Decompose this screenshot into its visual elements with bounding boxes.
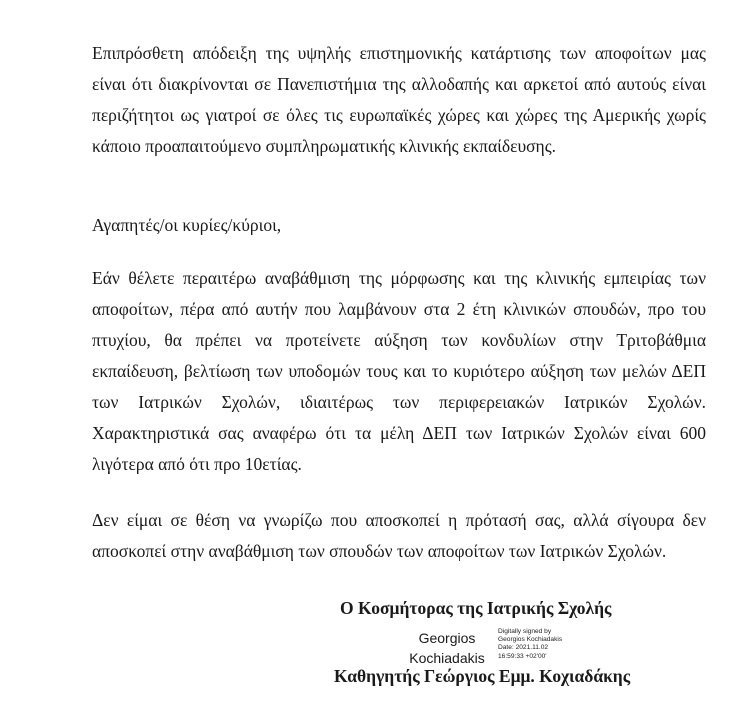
digital-signature-date: Date: 2021.11.02 — [498, 644, 549, 652]
digital-signature-line-1: Digitally signed by — [498, 628, 552, 635]
digital-signature-time: 16:59:33 +02'00' — [498, 652, 547, 660]
paragraph-1: Επιπρόσθετη απόδειξη της υψηλής επιστημονικής κατάρτισης των αποφοίτων μας είναι ότι διακρίνονται σε Πανεπιστήμια της αλλοδαπής και αρκετοί από αυτούς είναι περιζήτητοι ως γιατροί σε όλες τις ευρωπαϊκές χώρες και χώρες της Αμερικής χωρίς κάποιο προαπαιτούμενο συμπληρωματικής κλινικής εκπαίδευσης. — [92, 43, 706, 156]
paragraph-2: Εάν θέλετε περαιτέρω αναβάθμιση της μόρφωσης και της κλινικής εμπειρίας των αποφοίτων, πέρα από αυτήν που λαμβάνουν στα 2 έτη κλινικών σπουδών, προ του πτυχίου, θα πρέπει να προτείνετε αύξηση των κονδυλίων στην Τριτοβάθμια εκπαίδευση, βελτίωση των υποδομών τους και το κυριότερο αύξηση των μελών ΔΕΠ των Ιατρικών Σχολών, ιδιαιτέρως των περιφερειακών Ιατρικών Σχολών. Χαρακτηριστικά σας αναφέρω ότι τα μέλη ΔΕΠ των Ιατρικών Σχολών είναι 600 λιγότερα από ότι προ 10ετίας. — [92, 268, 706, 474]
paragraph-3: Δεν είμαι σε θέση να γνωρίζω που αποσκοπεί η πρότασή σας, αλλά σίγουρα δεν αποσκοπεί στην αναβάθμιση των σπουδών των αποφοίτων των Ιατρικών Σχολών. — [92, 510, 706, 561]
greeting: Αγαπητές/οι κυρίες/κύριοι, — [92, 215, 282, 235]
digital-signature-line-2: Georgios Kochiadakis — [498, 636, 563, 644]
digital-signature-details — [498, 628, 562, 661]
signer-first-name: Georgios — [418, 630, 476, 646]
signatory-name: Καθηγητής Γεώργιος Εμμ. Κοχιαδάκης — [334, 666, 631, 686]
digital-signer-name — [400, 628, 494, 668]
signatory-title: Ο Κοσμήτορας της Ιατρικής Σχολής — [340, 598, 612, 618]
signer-last-name: Kochiadakis — [409, 650, 485, 666]
